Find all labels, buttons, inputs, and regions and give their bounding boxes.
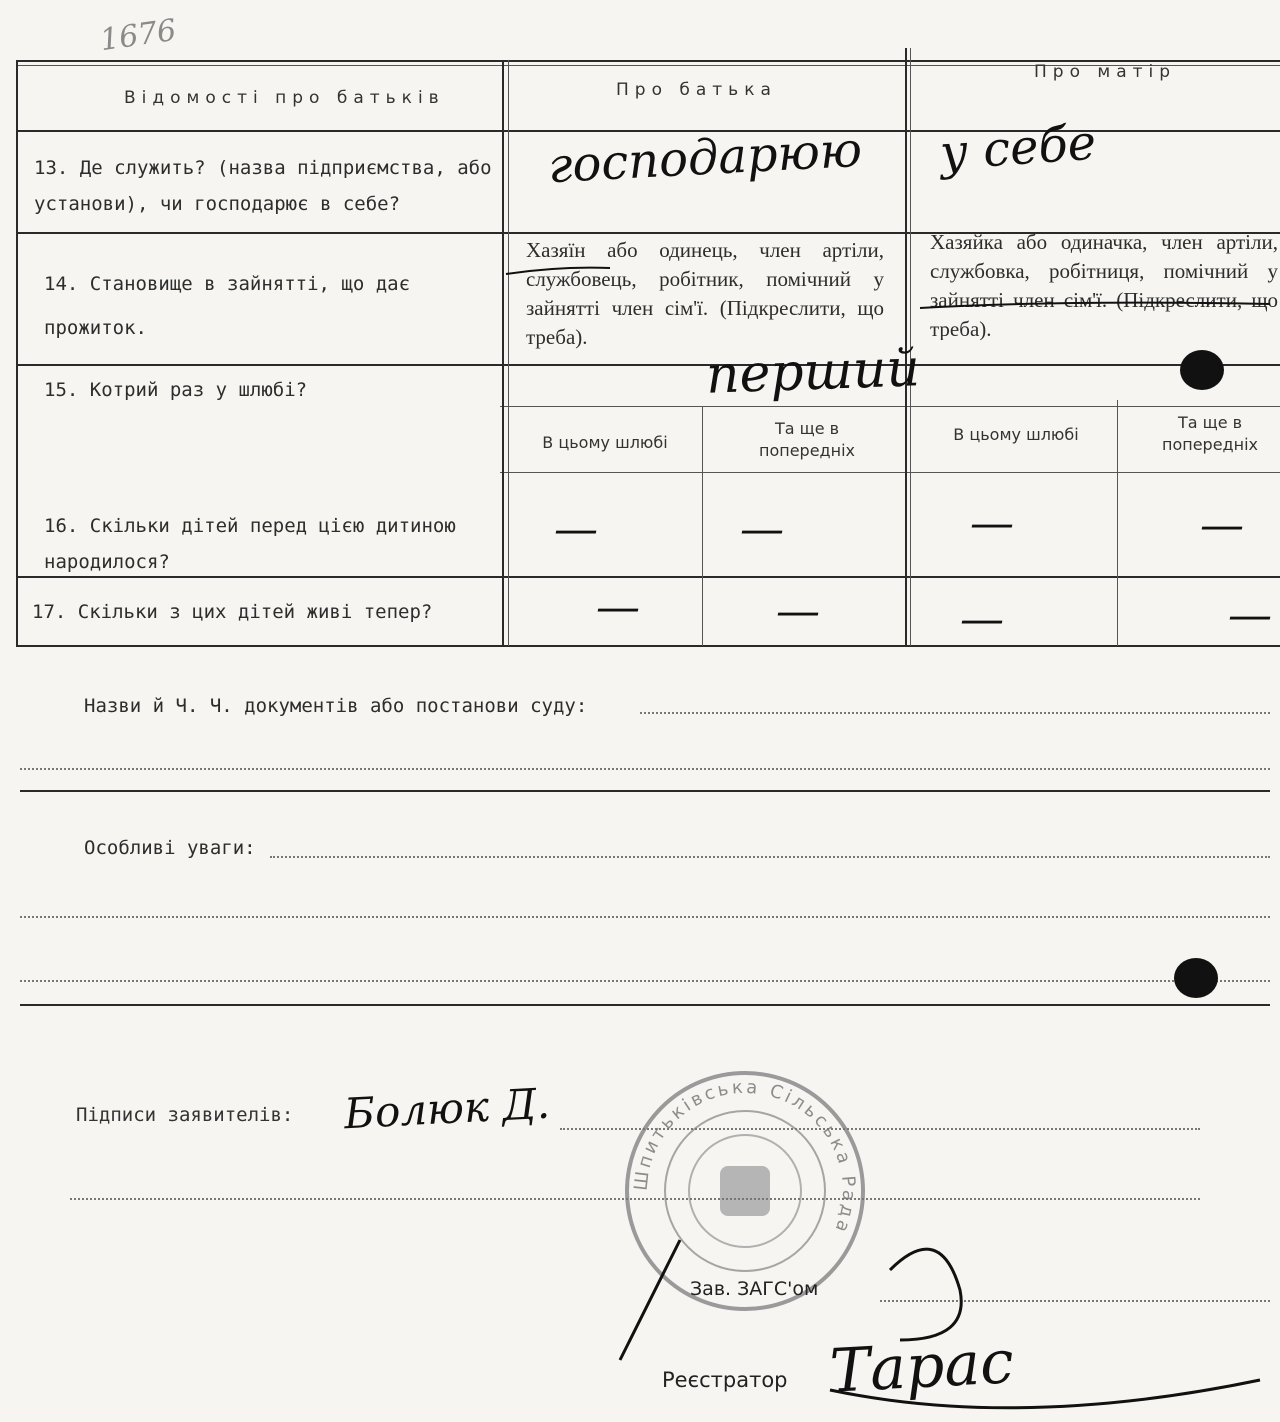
mother-workplace-answer: у себе	[938, 114, 1098, 182]
applicants-signature-line-2	[70, 1198, 1200, 1200]
subheader-mother-previous: Та ще в попередніх	[1162, 413, 1258, 454]
father-occupation-options: Хазяїн або одинець, член артіли, службовець, робітник, помічний у зайнятті член сім'ї. (Підкреслити, що треба).	[526, 238, 884, 349]
notes-label: Особливі уваги:	[84, 837, 256, 859]
registrar-signature-label: Реєстратор	[662, 1368, 788, 1392]
notes-line-2	[20, 916, 1270, 918]
header-info: Відомості про батьків	[124, 88, 445, 108]
father-workplace-answer: господарюю	[546, 121, 864, 195]
header-father: Про батька	[616, 80, 777, 100]
row17-father-this: —	[596, 582, 640, 633]
row17-father-prev: —	[776, 586, 820, 637]
mother-occupation-options: Хазяйка або одиначка, член артіли, службовка, робітниця, помічний у зайнятті член сім'ї. (Підкреслити, що треба).	[930, 230, 1278, 340]
applicants-signature-line-1	[560, 1128, 1200, 1130]
corner-number: 1676	[97, 12, 179, 59]
ink-blot	[1180, 350, 1224, 390]
header-mother: Про матір	[1034, 62, 1177, 82]
occupation-underlines	[500, 260, 1280, 320]
ink-blot	[1174, 958, 1218, 998]
question-17: 17. Скільки з цих дітей живі тепер?	[32, 601, 433, 623]
applicants-signature-label: Підписи заявителів:	[76, 1104, 294, 1126]
stamp-text: Шпитьківська Сільська Рада	[630, 1076, 860, 1238]
applicants-signature: Болюк Д.	[342, 1078, 551, 1139]
row17-mother-this: —	[960, 594, 1004, 645]
question-16: 16. Скільки дітей перед цією дитиною народилося?	[44, 515, 456, 573]
question-14: 14. Становище в зайнятті, що дає прожиток.	[44, 273, 411, 339]
subheader-father-previous: Та ще в попередніх	[759, 419, 855, 460]
subheader-father-this-marriage: В цьому шлюбі	[542, 433, 668, 452]
row16-mother-this: —	[970, 498, 1014, 549]
question-15: 15. Котрий раз у шлюбі?	[44, 379, 308, 401]
documents-line-1	[640, 712, 1270, 714]
question-13: 13. Де служить? (назва підприємства, або установи), чи господарює в себе?	[34, 157, 492, 215]
row16-mother-prev: —	[1200, 500, 1244, 551]
notes-line-1	[270, 856, 1270, 858]
documents-line-2	[20, 768, 1270, 770]
row16-father-this: —	[554, 504, 598, 555]
row16-father-prev: —	[740, 504, 784, 555]
marriage-count-answer: перший	[705, 338, 921, 406]
row17-mother-prev: —	[1228, 590, 1272, 641]
signature-flourish	[600, 1230, 1280, 1422]
documents-label: Назви й Ч. Ч. документів або постанови суду:	[84, 695, 588, 717]
head-signature-label: Зав. ЗАГС'ом	[690, 1278, 819, 1300]
registrar-signature: Тарас	[828, 1327, 1016, 1407]
subheader-mother-this-marriage: В цьому шлюбі	[953, 425, 1079, 444]
notes-line-3	[20, 980, 1270, 982]
